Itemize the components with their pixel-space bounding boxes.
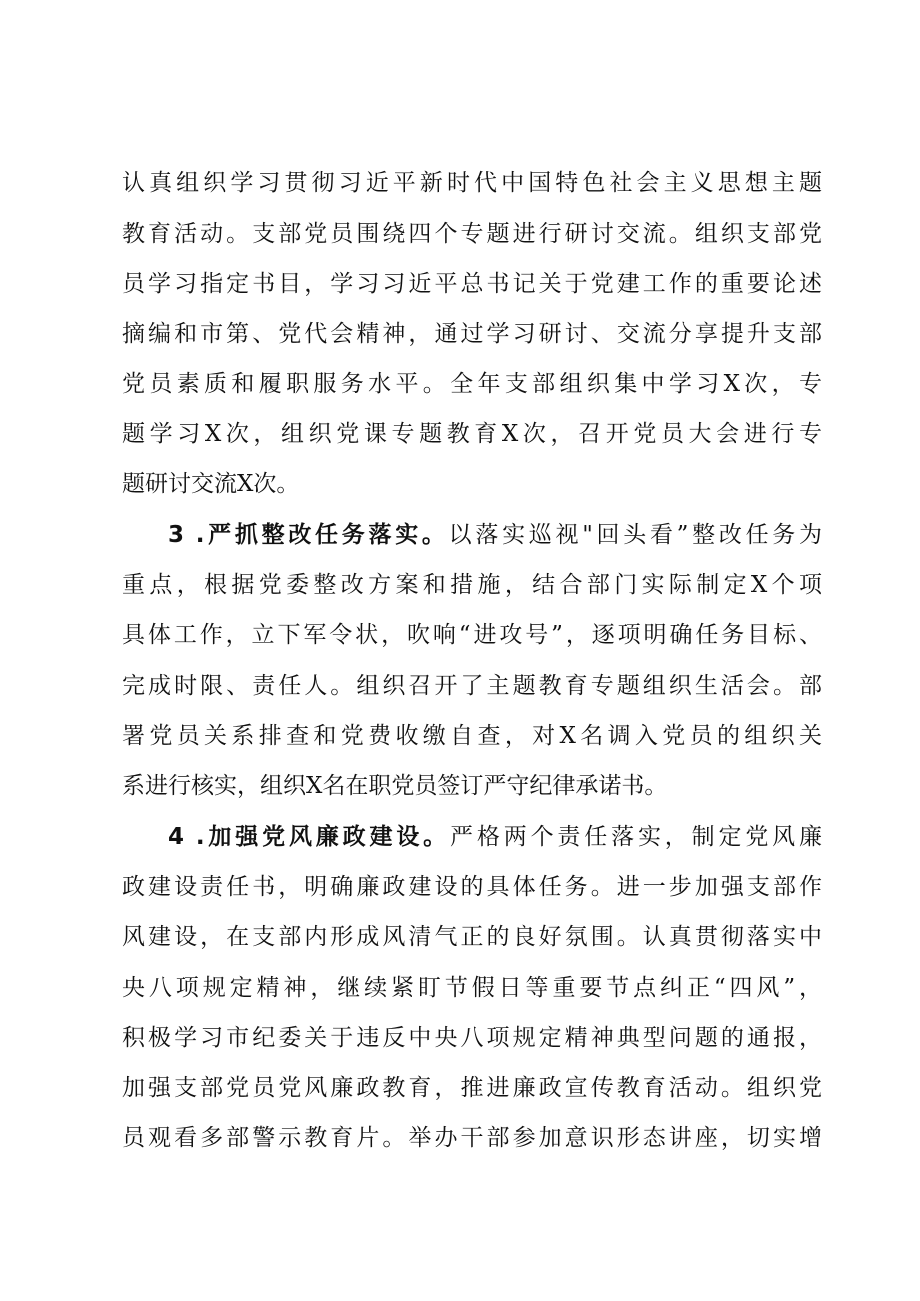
- paragraph-3-line-5: 积极学习市纪委关于违反中央八项规定精神典型问题的通报，: [122, 1025, 822, 1051]
- paragraph-1-line-7: 题研讨交流X次。: [122, 471, 300, 497]
- paragraph-3-line-7: 员观看多部警示教育片。举办干部参加意识形态讲座，切实增: [122, 1125, 822, 1151]
- paragraph-3-line-3: 风建设，在支部内形成风清气正的良好氛围。认真贯彻落实中: [122, 924, 822, 950]
- paragraph-2-line-1: [168, 517, 822, 553]
- paragraph-3-first-line-text: 严格两个责任落实，制定党风廉: [450, 824, 822, 850]
- paragraph-2-heading: 3 .严抓整改任务落实。: [168, 522, 449, 548]
- paragraph-3-heading: 4 .加强党风廉政建设。: [168, 824, 451, 850]
- paragraph-2-first-line-text: 以落实巡视"回头看”整改任务为: [448, 522, 823, 548]
- paragraph-1-line-4: 摘编和市第、党代会精神，通过学习研讨、交流分享提升支部: [122, 321, 822, 347]
- paragraph-3-line-1: [168, 819, 822, 855]
- paragraph-2-line-2: 重点，根据党委整改方案和措施，结合部门实际制定X个项: [122, 572, 822, 598]
- paragraph-2-line-4: 完成时限、责任人。组织召开了主题教育专题组织生活会。部: [122, 673, 822, 699]
- paragraph-2-line-5: 署党员关系排查和党费收缴自查，对X名调入党员的组织关: [122, 723, 822, 749]
- paragraph-1-line-6: 题学习X次，组织党课专题教育X次，召开党员大会进行专: [122, 421, 822, 447]
- paragraph-1-line-1: 认真组织学习贯彻习近平新时代中国特色社会主义思想主题: [122, 170, 822, 196]
- paragraph-3-line-4: 央八项规定精神，继续紧盯节假日等重要节点纠正“四风”，: [122, 975, 822, 1001]
- paragraph-2-line-6: 系进行核实，组织X名在职党员签订严守纪律承诺书。: [122, 773, 668, 799]
- paragraph-1-line-3: 员学习指定书目，学习习近平总书记关于党建工作的重要论述: [122, 271, 822, 297]
- paragraph-2-line-3: 具体工作，立下军令状，吹响“进攻号”，逐项明确任务目标、: [122, 622, 822, 648]
- paragraph-1-line-2: 教育活动。支部党员围绕四个专题进行研讨交流。组织支部党: [122, 221, 822, 247]
- paragraph-3-line-2: 政建设责任书，明确廉政建设的具体任务。进一步加强支部作: [122, 874, 822, 900]
- paragraph-1-line-5: 党员素质和履职服务水平。全年支部组织集中学习X次，专: [122, 371, 822, 397]
- paragraph-3-line-6: 加强支部党员党风廉政教育，推进廉政宣传教育活动。组织党: [122, 1075, 822, 1101]
